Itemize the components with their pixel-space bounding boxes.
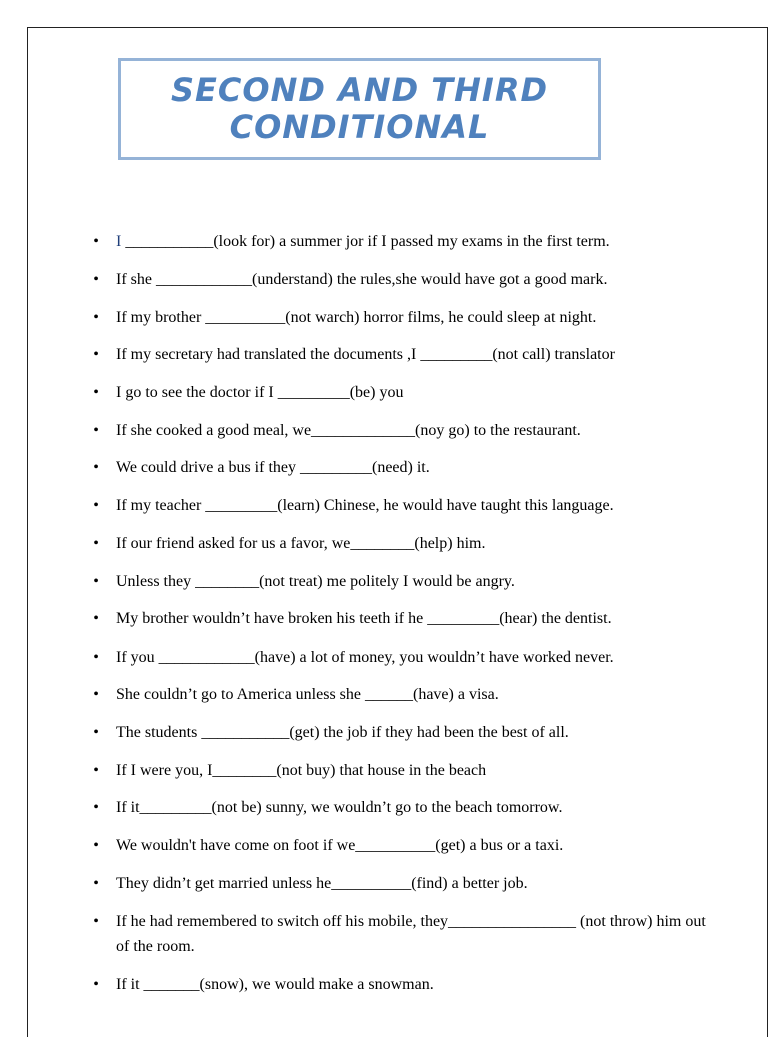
item-text: My brother wouldn’t have broken his teeth if he _________(hear) the dentist.: [116, 610, 612, 627]
item-text: I go to see the doctor if I _________(be) you: [116, 384, 404, 401]
worksheet-title: [121, 72, 598, 146]
bullet: •: [93, 459, 99, 476]
bullet: •: [93, 686, 99, 703]
title-box: [118, 58, 601, 160]
item-text: If my secretary had translated the documents ,I _________(not call) translator: [116, 346, 615, 363]
bullet: •: [93, 799, 99, 816]
title-line-1: SECOND AND THIRD: [170, 71, 549, 109]
bullet: •: [93, 976, 99, 993]
item-text: If my teacher _________(learn) Chinese, he would have taught this language.: [116, 497, 614, 514]
bullet: •: [93, 535, 99, 552]
item-lead: I: [116, 233, 122, 250]
bullet: •: [93, 837, 99, 854]
item-body: ___________(look for) a summer jor if I passed my exams in the first term.: [121, 233, 610, 250]
item-text: If you ____________(have) a lot of money, you wouldn’t have worked never.: [116, 649, 614, 666]
item-text: Unless they ________(not treat) me politely I would be angry.: [116, 573, 515, 590]
bullet: •: [93, 309, 99, 326]
title-line-2: CONDITIONAL: [229, 108, 490, 146]
bullet: •: [93, 233, 99, 250]
bullet: •: [93, 497, 99, 514]
item-text: If she cooked a good meal, we_____________(noy go) to the restaurant.: [116, 422, 581, 439]
bullet: •: [93, 346, 99, 363]
item-text: If she ____________(understand) the rules,she would have got a good mark.: [116, 271, 608, 288]
item-text: If it _______(snow), we would make a snowman.: [116, 976, 434, 993]
item-text: If our friend asked for us a favor, we________(help) him.: [116, 535, 486, 552]
bullet: •: [93, 762, 99, 779]
item-text: We could drive a bus if they _________(need) it.: [116, 459, 430, 476]
item-text: If he had remembered to switch off his mobile, they________________ (not throw) him out of the room.: [116, 913, 706, 955]
bullet: •: [93, 271, 99, 288]
bullet: •: [93, 422, 99, 439]
item-text: We wouldn't have come on foot if we__________(get) a bus or a taxi.: [116, 837, 564, 854]
bullet: •: [93, 384, 99, 401]
item-text: The students ___________(get) the job if they had been the best of all.: [116, 724, 569, 741]
item-text: If it_________(not be) sunny, we wouldn’t go to the beach tomorrow.: [116, 799, 563, 816]
item-text: If I were you, I________(not buy) that house in the beach: [116, 762, 487, 779]
bullet: •: [93, 913, 99, 930]
bullet: •: [93, 875, 99, 892]
item-text: If my brother __________(not warch) horror films, he could sleep at night.: [116, 309, 597, 326]
bullet: •: [93, 610, 99, 627]
bullet: •: [93, 724, 99, 741]
item-text: [116, 229, 710, 254]
bullet: •: [93, 573, 99, 590]
item-text: They didn’t get married unless he__________(find) a better job.: [116, 875, 528, 892]
bullet: •: [93, 649, 99, 666]
item-text: She couldn’t go to America unless she ______(have) a visa.: [116, 686, 499, 703]
